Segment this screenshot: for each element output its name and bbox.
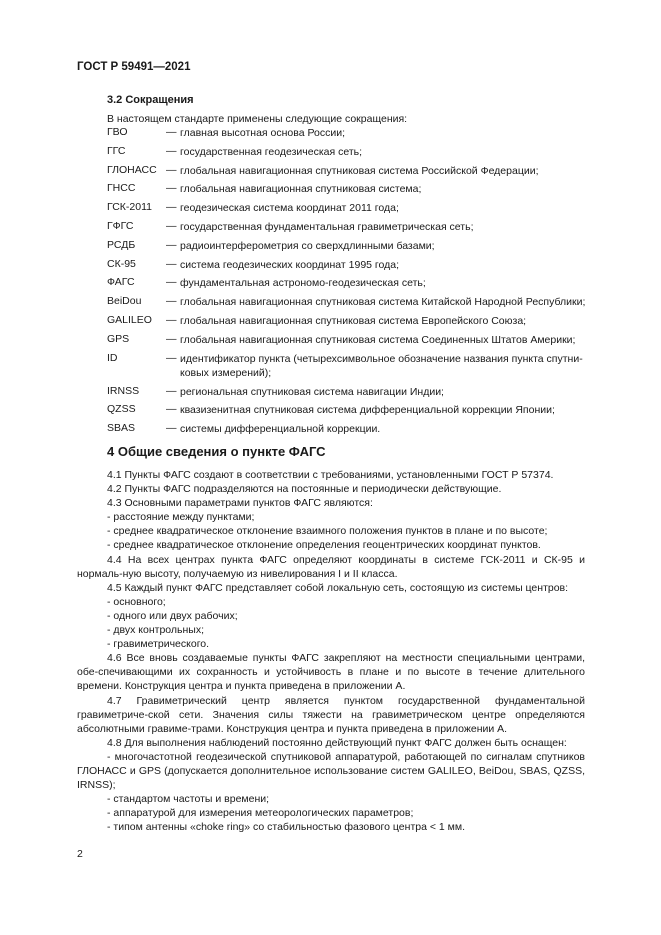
dash: — — [166, 351, 177, 364]
list-item: - типом антенны «choke ring» со стабильностью фазового центра < 1 мм. — [107, 821, 466, 834]
dash: — — [166, 163, 177, 176]
abbreviation-term: IRNSS — [107, 384, 140, 397]
paragraph: 4.5 Каждый пункт ФАГС представляет собой локальную сеть, состоящую из системы центров: — [107, 581, 569, 594]
dash: — — [166, 257, 177, 270]
abbreviation-definition: глобальная навигационная спутниковая система Европейского Союза; — [180, 314, 527, 327]
abbreviation-term: GALILEO — [107, 313, 152, 326]
abbreviation-definition: глобальная навигационная спутниковая система Китайской Народной Республики; — [180, 296, 586, 309]
abbreviation-term: ГВО — [107, 126, 128, 138]
list-item: - среднее квадратическое отклонение взаимного положения пунктов в плане и по высоте; — [107, 525, 548, 538]
abbreviation-definition: геодезическая система координат 2011 года; — [180, 202, 399, 215]
abbreviations-intro: В настоящем стандарте применены следующие сокращения: — [107, 113, 408, 125]
dash: — — [166, 238, 177, 251]
abbreviation-row — [107, 258, 607, 277]
abbreviation-list — [107, 126, 607, 441]
abbreviation-term: BeiDou — [107, 295, 142, 308]
paragraph: 4.7 Гравиметрический центр является пунктом государственной фундаментальной гравиметриче-ской сети. Значения силы тяжести на гравиметрическом центре определяются абсолютными гравиме-трами. Конструкция центра и пункта приведена в приложении А. — [77, 694, 585, 735]
abbreviation-definition: радиоинтерферометрия со сверхдлинными базами; — [180, 239, 435, 252]
list-item: - расстояние между пунктами; — [107, 511, 255, 524]
list-item: - многочастотной геодезической спутниковой аппаратурой, работающей по сигналам спутников ГЛОНАСС и GPS (допускается дополнительное использование систем GALILEO, BeiDou, SBAS, QZSS, IRNSS); — [77, 750, 585, 792]
abbreviation-definition: идентификатор пункта (четырехсимвольное обозначение названия пункта спутни-ковых измерений); — [180, 352, 583, 380]
abbreviation-definition: система геодезических координат 1995 года; — [180, 258, 400, 271]
paragraph: 4.2 Пункты ФАГС подразделяются на постоянные и периодически действующие. — [107, 483, 502, 496]
abbreviation-definition: региональная спутниковая система навигации Индии; — [180, 385, 444, 398]
abbreviation-row — [107, 182, 607, 201]
abbreviation-row — [107, 314, 607, 333]
abbreviation-definition: глобальная навигационная спутниковая система Российской Федерации; — [180, 164, 539, 177]
dash: — — [166, 276, 177, 289]
dash: — — [166, 422, 177, 435]
section-body — [77, 468, 585, 834]
section-heading-general-info: 4 Общие сведения о пункте ФАГС — [107, 444, 326, 459]
dash: — — [166, 182, 177, 195]
abbreviation-row — [107, 333, 607, 352]
abbreviation-row — [107, 295, 607, 314]
abbreviation-row — [107, 422, 607, 441]
abbreviation-term: GPS — [107, 332, 130, 345]
paragraph: 4.4 На всех центрах пункта ФАГС определяют координаты в системе ГСК-2011 и СК-95 и нормаль-ную высоту, получаемую из нивелирования I и II класса. — [77, 553, 585, 580]
dash: — — [166, 144, 177, 157]
abbreviation-term: ГЛОНАСС — [107, 163, 157, 176]
list-item: - основного; — [107, 595, 166, 608]
dash: — — [166, 201, 177, 214]
paragraph: 4.3 Основными параметрами пунктов ФАГС являются: — [107, 497, 373, 510]
abbreviation-definition: квазизенитная спутниковая система дифференциальной коррекции Японии; — [180, 404, 555, 417]
paragraph: 4.6 Все вновь создаваемые пункты ФАГС закрепляют на местности специальными центрами, обе-спечивающими их сохранность и устойчивость в плане и по высоте в течение длительного времени. Конструкция центра и пункта приведена в приложении А. — [77, 652, 585, 693]
dash: — — [166, 295, 177, 308]
list-item: - гравиметрического. — [107, 638, 210, 651]
page-number: 2 — [77, 848, 83, 860]
abbreviation-row — [107, 385, 607, 404]
abbreviation-row — [107, 164, 607, 183]
abbreviation-definition: главная высотная основа России; — [180, 127, 346, 139]
dash: — — [166, 313, 177, 326]
dash: — — [166, 219, 177, 232]
abbreviation-definition: глобальная навигационная спутниковая система Соединенных Штатов Америки; — [180, 333, 576, 346]
dash: — — [166, 384, 177, 397]
abbreviation-term: РСДБ — [107, 238, 136, 251]
abbreviation-row — [107, 201, 607, 220]
abbreviation-definition: глобальная навигационная спутниковая система; — [180, 183, 422, 196]
dash: — — [166, 332, 177, 345]
list-item: - двух контрольных; — [107, 624, 205, 637]
document-header: ГОСТ Р 59491—2021 — [77, 61, 191, 73]
abbreviation-term: СК-95 — [107, 257, 136, 270]
abbreviation-row — [107, 403, 607, 422]
abbreviation-term: ГГС — [107, 144, 126, 157]
abbreviation-row — [107, 220, 607, 239]
dash: — — [166, 126, 177, 138]
abbreviation-term: ГНСС — [107, 182, 136, 195]
abbreviation-definition: государственная фундаментальная гравиметрическая сеть; — [180, 220, 474, 233]
abbreviation-term: ГСК-2011 — [107, 201, 152, 214]
abbreviation-term: ГФГС — [107, 219, 134, 232]
abbreviation-term: ФАГС — [107, 276, 135, 289]
list-item: - аппаратурой для измерения метеорологических параметров; — [107, 807, 414, 820]
abbreviation-row — [107, 276, 607, 295]
abbreviation-definition: фундаментальная астрономо-геодезическая сеть; — [180, 277, 426, 290]
list-item: - среднее квадратическое отклонение определения геоцентрических координат пунктов. — [107, 539, 541, 552]
list-item: - стандартом частоты и времени; — [107, 793, 270, 806]
section-heading-abbreviations: 3.2 Сокращения — [107, 94, 194, 106]
abbreviation-definition: государственная геодезическая сеть; — [180, 145, 363, 158]
abbreviation-term: SBAS — [107, 422, 136, 435]
abbreviation-row — [107, 126, 607, 145]
abbreviation-term: QZSS — [107, 403, 136, 416]
list-item: - одного или двух рабочих; — [107, 609, 238, 622]
paragraph: 4.1 Пункты ФАГС создают в соответствии с требованиями, установленными ГОСТ Р 57374. — [107, 469, 554, 481]
abbreviation-row — [107, 145, 607, 164]
dash: — — [166, 403, 177, 416]
paragraph: 4.8 Для выполнения наблюдений постоянно действующий пункт ФАГС должен быть оснащен: — [107, 736, 567, 749]
abbreviation-row — [107, 352, 607, 385]
abbreviation-definition: системы дифференциальной коррекции. — [180, 423, 381, 436]
abbreviation-row — [107, 239, 607, 258]
abbreviation-term: ID — [107, 351, 118, 364]
